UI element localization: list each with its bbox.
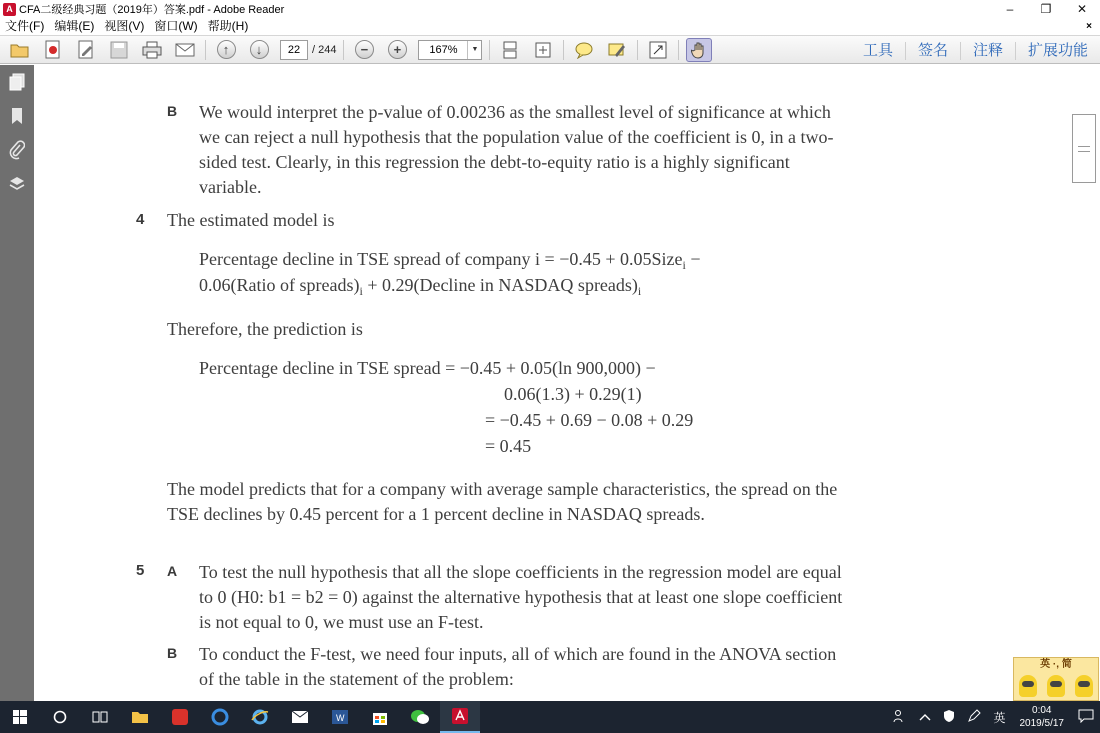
notification-icon	[1078, 709, 1094, 723]
model-line-1-subscript: i	[682, 258, 686, 272]
app-button-red[interactable]	[160, 701, 200, 733]
document-view[interactable]	[34, 65, 1100, 701]
edit-pdf-button[interactable]	[73, 38, 99, 62]
fit-page-icon	[534, 41, 552, 59]
adobe-reader-taskbar-button[interactable]	[440, 701, 480, 733]
toolbar-separator	[637, 40, 638, 60]
menu-window[interactable]: 窗口(W)	[154, 19, 198, 33]
clock-date: 2019/5/17	[1019, 718, 1064, 729]
open-button[interactable]	[7, 38, 33, 62]
page-thumbnails-button[interactable]	[6, 71, 28, 93]
question-5a-text: To test the null hypothesis that all the slope coefficients in the regression model are equal to 0 (H0: b1 = b2 = 0) against the alternative hypothesis that at least one slope coefficient is not equal to 0, we must use an F-test.	[199, 562, 843, 632]
comment-link[interactable]: 注释	[960, 42, 1015, 60]
toolbar-right-links	[851, 36, 1100, 65]
arrow-up-icon: ↑	[217, 40, 236, 59]
shield-icon[interactable]	[937, 709, 961, 726]
thumbnails-icon	[8, 73, 26, 91]
pen-icon[interactable]	[961, 709, 987, 726]
fit-page-button[interactable]	[530, 38, 556, 62]
input-language[interactable]: 英	[993, 710, 1006, 725]
zoom-out-button[interactable]	[351, 38, 377, 62]
model-equation-line-1	[199, 246, 701, 272]
save-button[interactable]	[106, 38, 132, 62]
app-red-icon	[171, 708, 189, 726]
model-line-1-end: −	[685, 249, 701, 269]
question-5-number: 5	[136, 562, 145, 579]
model-line-2b-subscript: i	[637, 284, 642, 298]
bookmarks-button[interactable]	[6, 105, 28, 127]
task-view-icon	[92, 710, 108, 724]
people-icon[interactable]	[887, 709, 913, 726]
toolbar-separator	[343, 40, 344, 60]
layers-icon	[8, 175, 26, 193]
ime-mascots	[1014, 675, 1098, 697]
clock[interactable]	[1012, 704, 1073, 730]
close-button[interactable]: ✕	[1076, 2, 1088, 16]
speech-bubble-icon	[574, 41, 594, 59]
word-icon	[331, 708, 349, 726]
ime-label: 英 ·, 简	[1040, 659, 1072, 670]
question-4-number: 4	[136, 211, 145, 228]
expand-icon	[649, 41, 667, 59]
prediction-intro: Therefore, the prediction is	[167, 319, 363, 339]
hand-tool-button[interactable]	[686, 38, 712, 62]
adobe-reader-icon: A	[3, 3, 16, 16]
question-4-conclusion: The model predicts that for a company with average sample characteristics, the spread on the TSE declines by 0.45 percent for a 1 percent decline in NASDAQ spreads.	[167, 479, 838, 524]
toolbar-separator	[489, 40, 490, 60]
toolbar-separator	[205, 40, 206, 60]
clock-time: 0:04	[1032, 705, 1052, 716]
open-folder-icon	[10, 41, 30, 59]
question-4-intro: The estimated model is	[167, 210, 335, 230]
mail-icon	[291, 710, 309, 724]
scrolling-mode-button[interactable]	[497, 38, 523, 62]
svg-text:W: W	[336, 713, 345, 723]
window-controls	[992, 0, 1100, 18]
window-title: CFA二级经典习题（2019年）答案.pdf - Adobe Reader	[19, 4, 285, 16]
edge-icon	[211, 708, 229, 726]
pen-icon	[967, 709, 981, 723]
ime-toolbar[interactable]	[1013, 657, 1099, 701]
question-3b-text: We would interpret the p-value of 0.00236 as the smallest level of significance at which we can reject a null hypothesis that the population value of the coefficient is 0, in a two-sided test. Clearly, in this regression the debt-to-equity ratio is a highly significant variable.	[199, 102, 834, 197]
question-3b-marker: B	[167, 103, 178, 119]
extended-link[interactable]: 扩展功能	[1015, 42, 1100, 60]
bookmark-icon	[10, 107, 24, 125]
scroll-mode-icon	[502, 41, 518, 59]
print-icon	[142, 41, 162, 59]
task-view-button[interactable]	[80, 701, 120, 733]
model-line-1-text: Percentage decline in TSE spread of company i = −0.45 + 0.05Size	[199, 249, 683, 269]
page-number-input[interactable]: 22	[280, 40, 308, 60]
chevron-up-icon	[919, 713, 931, 721]
ie-icon	[251, 708, 269, 726]
menu-view[interactable]: 视图(V)	[104, 19, 145, 33]
zoom-select[interactable]	[418, 40, 482, 60]
chevron-down-icon: ▼	[467, 41, 481, 59]
model-equation-line-2	[199, 272, 641, 298]
ie-button[interactable]	[240, 701, 280, 733]
page-total: / 244	[312, 43, 337, 56]
store-bag-icon	[371, 708, 389, 726]
question-5b-text: To conduct the F-test, we need four inputs, all of which are found in the ANOVA section of the table in the statement of the problem:	[199, 644, 837, 689]
chevron-up-icon[interactable]	[913, 710, 937, 724]
toolbar-separator	[678, 40, 679, 60]
restore-button[interactable]: ❐	[1040, 2, 1052, 16]
prediction-line-2: 0.06(1.3) + 0.29(1)	[504, 384, 642, 404]
minion-icon	[1075, 675, 1093, 697]
word-button[interactable]	[320, 701, 360, 733]
plus-icon: +	[388, 40, 407, 59]
windows-logo-icon	[13, 710, 27, 724]
comment-button[interactable]	[571, 38, 597, 62]
toolbar-separator	[563, 40, 564, 60]
print-button[interactable]	[139, 38, 165, 62]
search-circle-icon	[53, 710, 67, 724]
model-line-2b-text: + 0.29(Decline in NASDAQ spreads)	[362, 275, 638, 295]
highlighter-icon	[607, 41, 627, 59]
highlight-button[interactable]	[604, 38, 630, 62]
toolbar	[0, 35, 1100, 64]
edge-button[interactable]	[200, 701, 240, 733]
layers-button[interactable]	[6, 173, 28, 195]
system-tray	[887, 701, 1100, 733]
email-button[interactable]	[172, 38, 198, 62]
taskbar	[0, 701, 1100, 733]
title-bar	[0, 0, 1100, 18]
sign-link[interactable]: 签名	[905, 42, 960, 60]
minion-icon	[1047, 675, 1065, 697]
model-line-2a-subscript: i	[359, 284, 363, 298]
attachments-button[interactable]	[6, 139, 28, 161]
scrollbar-thumb[interactable]	[1072, 114, 1096, 183]
create-pdf-button[interactable]	[40, 38, 66, 62]
envelope-icon	[175, 42, 195, 58]
mail-button[interactable]	[280, 701, 320, 733]
hand-icon	[691, 41, 707, 59]
prediction-line-3: = −0.45 + 0.69 − 0.08 + 0.29	[485, 410, 694, 430]
acrobat-icon	[451, 707, 469, 725]
full-screen-button[interactable]	[645, 38, 671, 62]
search-button[interactable]	[40, 701, 80, 733]
notification-icon[interactable]	[1072, 709, 1100, 726]
menu-file[interactable]: 文件(F)	[5, 19, 45, 33]
minimize-button[interactable]: –	[1006, 2, 1014, 16]
store-button[interactable]	[360, 701, 400, 733]
minion-icon	[1019, 675, 1037, 697]
arrow-down-icon: ↓	[250, 40, 269, 59]
tools-link[interactable]: 工具	[862, 41, 893, 59]
menu-help[interactable]: 帮助(H)	[207, 19, 249, 33]
close-document-button[interactable]: ×	[1086, 21, 1092, 32]
paperclip-icon	[9, 140, 25, 160]
menu-bar	[0, 18, 1100, 35]
edit-document-icon	[77, 40, 95, 60]
file-explorer-button[interactable]	[120, 701, 160, 733]
model-line-2a-text: 0.06(Ratio of spreads)	[199, 275, 360, 295]
save-icon	[110, 41, 128, 59]
zoom-value: 167%	[429, 43, 458, 56]
question-5a-marker: A	[167, 563, 178, 579]
minus-icon: −	[355, 40, 374, 59]
create-pdf-icon	[44, 40, 62, 60]
folder-icon	[131, 710, 149, 724]
wechat-button[interactable]	[400, 701, 440, 733]
people-icon	[893, 709, 907, 723]
prediction-line-1: Percentage decline in TSE spread = −0.45 + 0.05(ln 900,000) −	[199, 358, 656, 378]
prediction-line-4: = 0.45	[485, 436, 532, 456]
navigation-panel	[0, 65, 34, 701]
previous-page-button[interactable]	[213, 38, 239, 62]
question-5b-marker: B	[167, 645, 178, 661]
next-page-button[interactable]	[246, 38, 272, 62]
shield-icon	[943, 709, 955, 723]
menu-edit[interactable]: 编辑(E)	[54, 19, 95, 33]
zoom-in-button[interactable]	[384, 38, 410, 62]
start-button[interactable]	[0, 701, 40, 733]
wechat-icon	[410, 708, 430, 726]
